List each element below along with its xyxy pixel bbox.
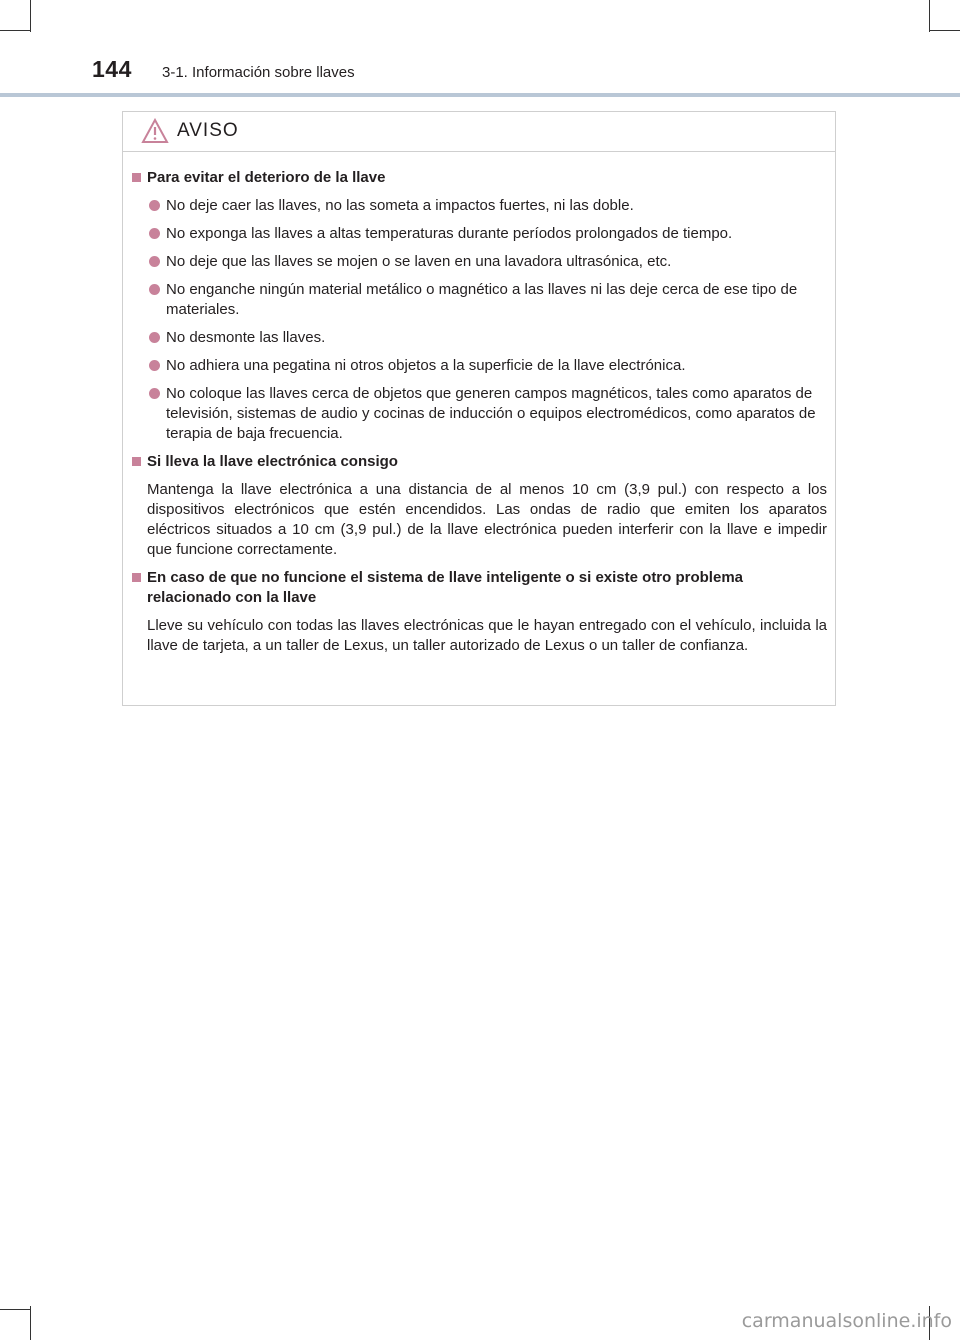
list-item-text: No desmonte las llaves. bbox=[166, 329, 326, 346]
section-title: 3-1. Información sobre llaves bbox=[162, 64, 355, 81]
round-bullet-icon bbox=[149, 360, 160, 371]
list-item-text: No deje caer las llaves, no las someta a impactos fuertes, ni las doble. bbox=[166, 197, 634, 214]
topic-heading-text: En caso de que no funcione el sistema de llave inteligente o si existe otro problema relacionado con la llave bbox=[147, 569, 743, 606]
topic-heading bbox=[132, 168, 827, 188]
topic-heading-text: Si lleva la llave electrónica consigo bbox=[147, 453, 398, 470]
warning-body bbox=[123, 152, 835, 656]
round-bullet-icon bbox=[149, 332, 160, 343]
warning-triangle-icon bbox=[141, 118, 169, 144]
list-item bbox=[132, 356, 827, 376]
round-bullet-icon bbox=[149, 256, 160, 267]
round-bullet-icon bbox=[149, 284, 160, 295]
list-item bbox=[132, 328, 827, 348]
list-item bbox=[132, 196, 827, 216]
list-item bbox=[132, 384, 827, 444]
list-item-text: No exponga las llaves a altas temperaturas durante períodos prolongados de tiempo. bbox=[166, 225, 733, 242]
topic-heading bbox=[132, 568, 827, 608]
page-number: 144 bbox=[92, 56, 132, 82]
list-item-text: No enganche ningún material metálico o magnético a las llaves ni las deje cerca de ese tipo de materiales. bbox=[166, 281, 798, 318]
topic-heading-text: Para evitar el deterioro de la llave bbox=[147, 169, 386, 186]
list-item-text: No adhiera una pegatina ni otros objetos a la superficie de la llave electrónica. bbox=[166, 357, 686, 374]
crop-mark-bl-h bbox=[0, 1309, 30, 1310]
topic-heading bbox=[132, 452, 827, 472]
warning-title: AVISO bbox=[177, 120, 239, 141]
topic-paragraph: Lleve su vehículo con todas las llaves electrónicas que le hayan entregado con el vehículo, incluida la llave de tarjeta, a un taller de Lexus, un taller autorizado de Lexus o un taller de confianza. bbox=[147, 617, 827, 654]
crop-mark-bl-v bbox=[30, 1306, 31, 1340]
list-item-text: No deje que las llaves se mojen o se laven en una lavadora ultrasónica, etc. bbox=[166, 253, 672, 270]
list-item-text: No coloque las llaves cerca de objetos que generen campos magnéticos, tales como aparatos de televisión, sistemas de audio y cocinas de inducción o equipos electromédicos, como aparatos de terapia de baja frecuencia. bbox=[166, 385, 816, 442]
square-bullet-icon bbox=[132, 173, 141, 182]
warning-header bbox=[123, 112, 835, 152]
list-item bbox=[132, 224, 827, 244]
list-item bbox=[132, 280, 827, 320]
list-item bbox=[132, 252, 827, 272]
round-bullet-icon bbox=[149, 200, 160, 211]
header-rule bbox=[0, 93, 960, 97]
square-bullet-icon bbox=[132, 573, 141, 582]
watermark: carmanualsonline.info bbox=[741, 1310, 952, 1332]
round-bullet-icon bbox=[149, 388, 160, 399]
page-header bbox=[0, 0, 960, 100]
topic-paragraph: Mantenga la llave electrónica a una distancia de al menos 10 cm (3,9 pul.) con respecto a los dispositivos electrónicos que estén encendidos. Las ondas de radio que emiten los aparatos eléctricos situados a 10 cm (3,9 pul.) de la llave electrónica pueden interferir con la llave e impedir que funcione correctamente. bbox=[147, 481, 827, 558]
warning-box bbox=[122, 111, 836, 706]
square-bullet-icon bbox=[132, 457, 141, 466]
round-bullet-icon bbox=[149, 228, 160, 239]
